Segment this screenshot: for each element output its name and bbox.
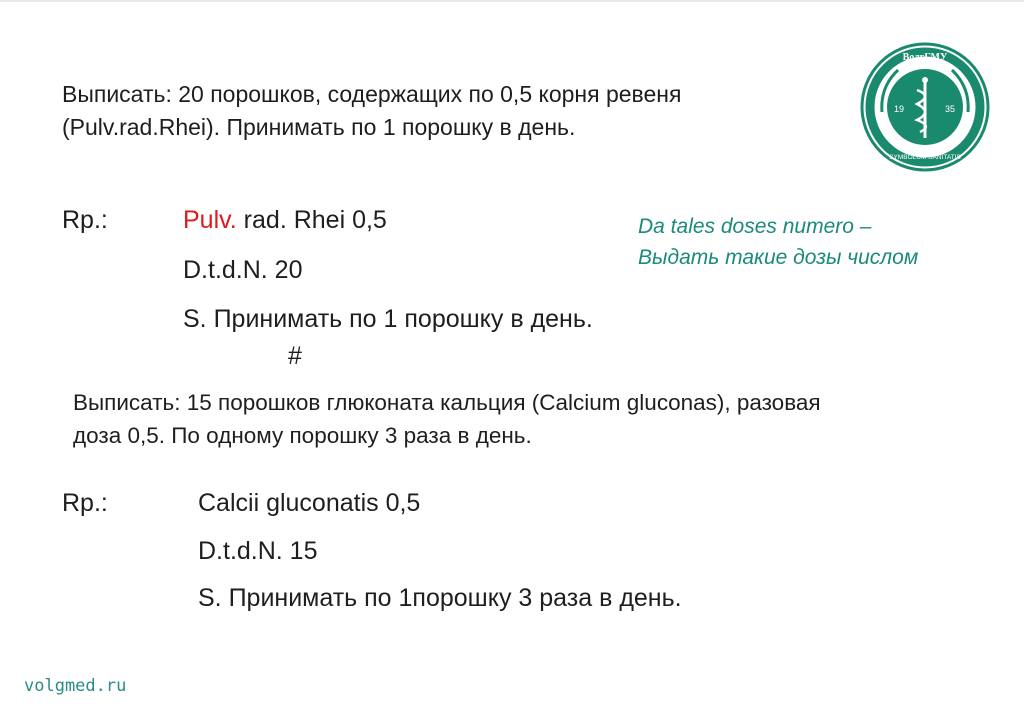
rx-2-drug: Calcii gluconatis 0,5 <box>198 489 421 517</box>
rx-separator: # <box>288 342 302 370</box>
latin-note <box>638 211 1018 273</box>
latin-note-line-1: Da tales doses numero – <box>638 215 872 238</box>
task-2-line-1: Выписать: 15 порошков глюконата кальция (Calcium gluconas), разовая <box>73 390 821 415</box>
logo-bottom-text: SYMBOLUM SANITATIS <box>889 154 961 161</box>
rx-1-drug-form: Pulv. <box>183 206 237 234</box>
logo-year-left: 19 <box>894 104 905 114</box>
rx-2-rp-label: Rp.: <box>62 489 108 517</box>
logo-year-right: 35 <box>945 104 956 114</box>
top-divider <box>0 0 1024 2</box>
university-logo <box>860 42 990 172</box>
rx-1-signa: S. Принимать по 1 порошку в день. <box>183 305 593 333</box>
task-2-line-2: доза 0,5. По одному порошку 3 раза в день. <box>73 423 532 448</box>
task-1-line-2: (Pulv.rad.Rhei). Принимать по 1 порошку в день. <box>62 114 576 140</box>
rx-1-drug <box>183 206 387 235</box>
task-2-text <box>73 386 973 452</box>
latin-note-line-2: Выдать такие дозы числом <box>638 246 919 269</box>
logo-top-text: ВолгГМУ <box>902 52 948 63</box>
rx-2-dtdn: D.t.d.N. 15 <box>198 537 318 565</box>
rx-1-drug-name: rad. Rhei 0,5 <box>236 206 387 234</box>
task-1-text <box>62 78 822 144</box>
rx-1-rp-label: Rp.: <box>62 206 108 234</box>
rx-1-dtdn: D.t.d.N. 20 <box>183 256 303 284</box>
rx-2-signa: S. Принимать по 1порошку 3 раза в день. <box>198 584 682 612</box>
footer-site[interactable]: volgmed.ru <box>24 676 127 696</box>
task-1-line-1: Выписать: 20 порошков, содержащих по 0,5 корня ревеня <box>62 81 682 107</box>
